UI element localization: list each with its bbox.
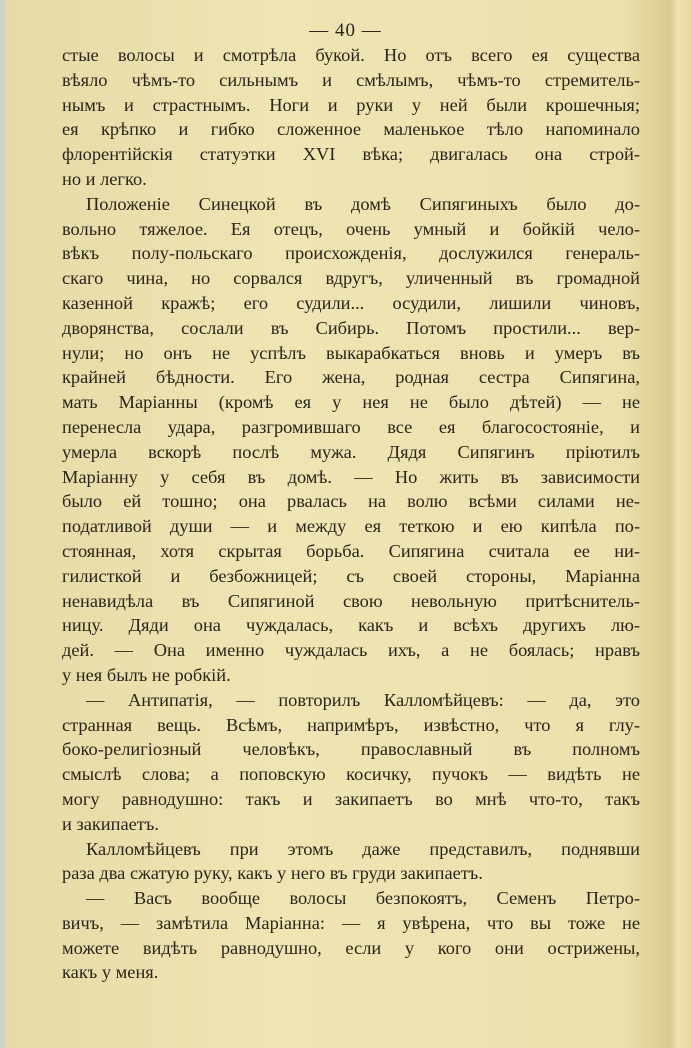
text-line: скаго чина, но сорвался вдругъ, уличенный въ громадной [62, 268, 640, 289]
text-line: ея крѣпко и гибко сложенное маленькое тѣло напоминало [62, 119, 640, 140]
text-line: и закипаетъ. [62, 813, 159, 834]
text-line: но и легко. [62, 168, 147, 189]
text-line: ницу. Дяди она чуждалась, какъ и всѣхъ другихъ лю- [62, 615, 640, 636]
text-line: ненавидѣла въ Сипягиной свою невольную притѣснитель- [62, 590, 640, 611]
text-line: можете видѣть равнодушно, если у кого они острижены, [62, 937, 640, 958]
text-line: было ей тошно; она рвалась на волю всѣми силами не- [62, 491, 640, 512]
text-line: нули; но онъ не успѣлъ выкарабкаться вновь и умеръ въ [62, 342, 640, 363]
page-number: — 40 — [309, 20, 382, 41]
page-text [62, 43, 640, 985]
text-line: Калломѣйцевъ при этомъ даже представилъ, поднявши [86, 838, 640, 859]
text-line: раза два сжатую руку, какъ у него въ груди закипаетъ. [62, 863, 483, 884]
text-line: какъ у меня. [62, 962, 159, 983]
paragraph [62, 837, 640, 887]
text-line: дей. — Она именно чуждалась ихъ, а не боялась; нравъ [62, 640, 640, 661]
text-line: смыслѣ слова; а поповскую косичку, пучокъ — видѣть не [62, 764, 640, 785]
text-line: Маріанну у себя въ домѣ. — Но жить въ зависимости [62, 466, 640, 487]
text-line: гилисткой и безбожницей; съ своей стороны, Маріанна [62, 565, 640, 586]
text-line: — Васъ вообще волосы безпокоятъ, Семенъ Петро- [86, 888, 640, 909]
text-line: вѣяло чѣмъ-то сильнымъ и смѣлымъ, чѣмъ-то стремитель- [62, 69, 640, 90]
text-line: дворянства, сослали въ Сибирь. Потомъ простили... вер- [62, 317, 640, 338]
text-line: перенесла удара, разгромившаго все ея благосостояніе, и [62, 416, 640, 437]
text-line: флорентійскія статуэтки XVI вѣка; двигалась она строй- [62, 144, 640, 165]
paragraph [62, 43, 640, 192]
text-line: стые волосы и смотрѣла букой. Но отъ всего ея существа [62, 45, 640, 65]
text-line: боко-религіозный человѣкъ, православный въ полномъ [62, 739, 640, 760]
paragraph [62, 886, 640, 985]
text-line: у нея былъ не робкій. [62, 664, 231, 685]
text-line: податливой души — и между ея теткою и ею кипѣла по- [62, 516, 640, 537]
text-line: крайней бѣдности. Его жена, родная сестра Сипягина, [62, 367, 640, 388]
text-line: нымъ и страстнымъ. Ноги и руки у ней были крошечныя; [62, 94, 640, 115]
text-line: умерла вскорѣ послѣ мужа. Дядя Сипягинъ пріютилъ [62, 441, 640, 462]
paragraph [62, 192, 640, 688]
text-line: вѣкъ полу-польскаго происхожденія, дослужился генераль- [62, 243, 640, 264]
text-line: вольно тяжелое. Ея отецъ, очень умный и бойкій чело- [62, 218, 640, 239]
text-line: вичъ, — замѣтила Маріанна: — я увѣрена, что вы тоже не [62, 912, 640, 933]
text-line: стоянная, хотя скрытая борьба. Сипягина считала ее ни- [62, 540, 640, 561]
text-line: мать Маріанны (кромѣ ея у нея не было дѣтей) — не [62, 392, 640, 413]
text-line: могу равнодушно: такъ и закипаетъ во мнѣ что-то, такъ [62, 788, 640, 809]
paragraph [62, 688, 640, 837]
text-line: странная вещь. Всѣмъ, напримѣръ, извѣстно, что я глу- [62, 714, 640, 735]
text-line: — Антипатія, — повторилъ Калломѣйцевъ: — да, это [86, 689, 640, 710]
text-line: Положеніе Синецкой въ домѣ Сипягиныхъ было до- [86, 193, 640, 214]
text-line: казенной кражѣ; его судили... осудили, лишили чиновъ, [62, 292, 640, 313]
